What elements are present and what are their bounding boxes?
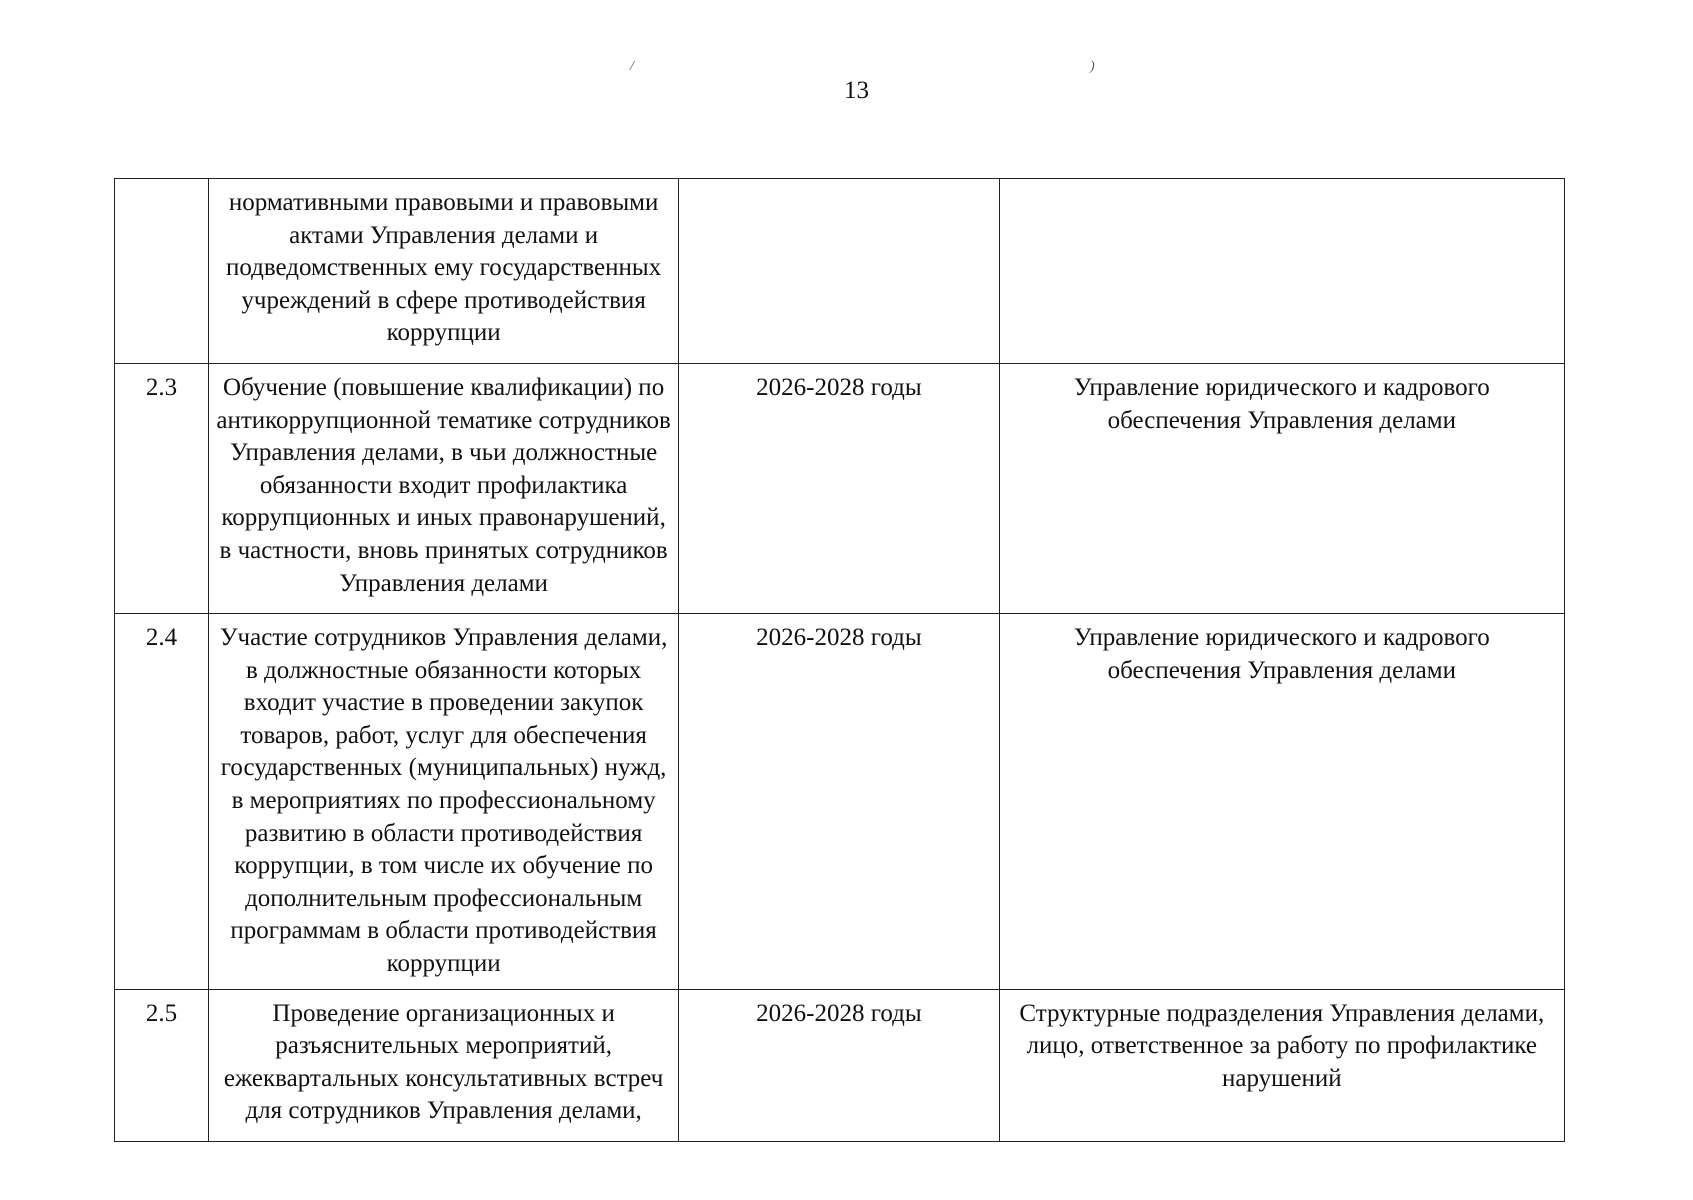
table-row (115, 989, 1565, 1141)
table-row (115, 179, 1565, 364)
row-number (115, 179, 209, 364)
measure-description: Проведение организационных и разъяснительных мероприятий, ежеквартальных консультативных встреч для сотрудников Управления делами, (209, 989, 679, 1141)
measure-description: Участие сотрудников Управления делами, в должностные обязанности которых входит участие в проведении закупок товаров, работ, услуг для обеспечения государственных (муниципальных) нужд, в мероприятиях по профессиональному развитию в области противодействия коррупции, в том числе их обучение по дополнительным профессиональным программам в области противодействия коррупции (209, 614, 679, 990)
implementation-period: 2026-2028 годы (679, 364, 999, 614)
responsible-party (999, 179, 1564, 364)
scan-mark-left: / (630, 59, 634, 74)
table-row (115, 614, 1565, 990)
measure-description: нормативными правовыми и правовыми актами Управления делами и подведомственных ему государственных учреждений в сфере противодействия коррупции (209, 179, 679, 364)
row-number: 2.5 (115, 989, 209, 1141)
scan-mark-right: ) (1090, 59, 1095, 74)
implementation-period: 2026-2028 годы (679, 614, 999, 990)
responsible-party: Управление юридического и кадрового обеспечения Управления делами (999, 364, 1564, 614)
responsible-party: Управление юридического и кадрового обеспечения Управления делами (999, 614, 1564, 990)
responsible-party: Структурные подразделения Управления делами, лицо, ответственное за работу по профилактике нарушений (999, 989, 1564, 1141)
measure-description: Обучение (повышение квалификации) по антикоррупционной тематике сотрудников Управления делами, в чьи должностные обязанности входит профилактика коррупционных и иных правонарушений, в частности, вновь принятых сотрудников Управления делами (209, 364, 679, 614)
implementation-period: 2026-2028 годы (679, 989, 999, 1141)
row-number: 2.4 (115, 614, 209, 990)
table-row (115, 364, 1565, 614)
measures-table (114, 178, 1565, 1142)
row-number: 2.3 (115, 364, 209, 614)
implementation-period (679, 179, 999, 364)
page-number: 13 (844, 77, 869, 104)
